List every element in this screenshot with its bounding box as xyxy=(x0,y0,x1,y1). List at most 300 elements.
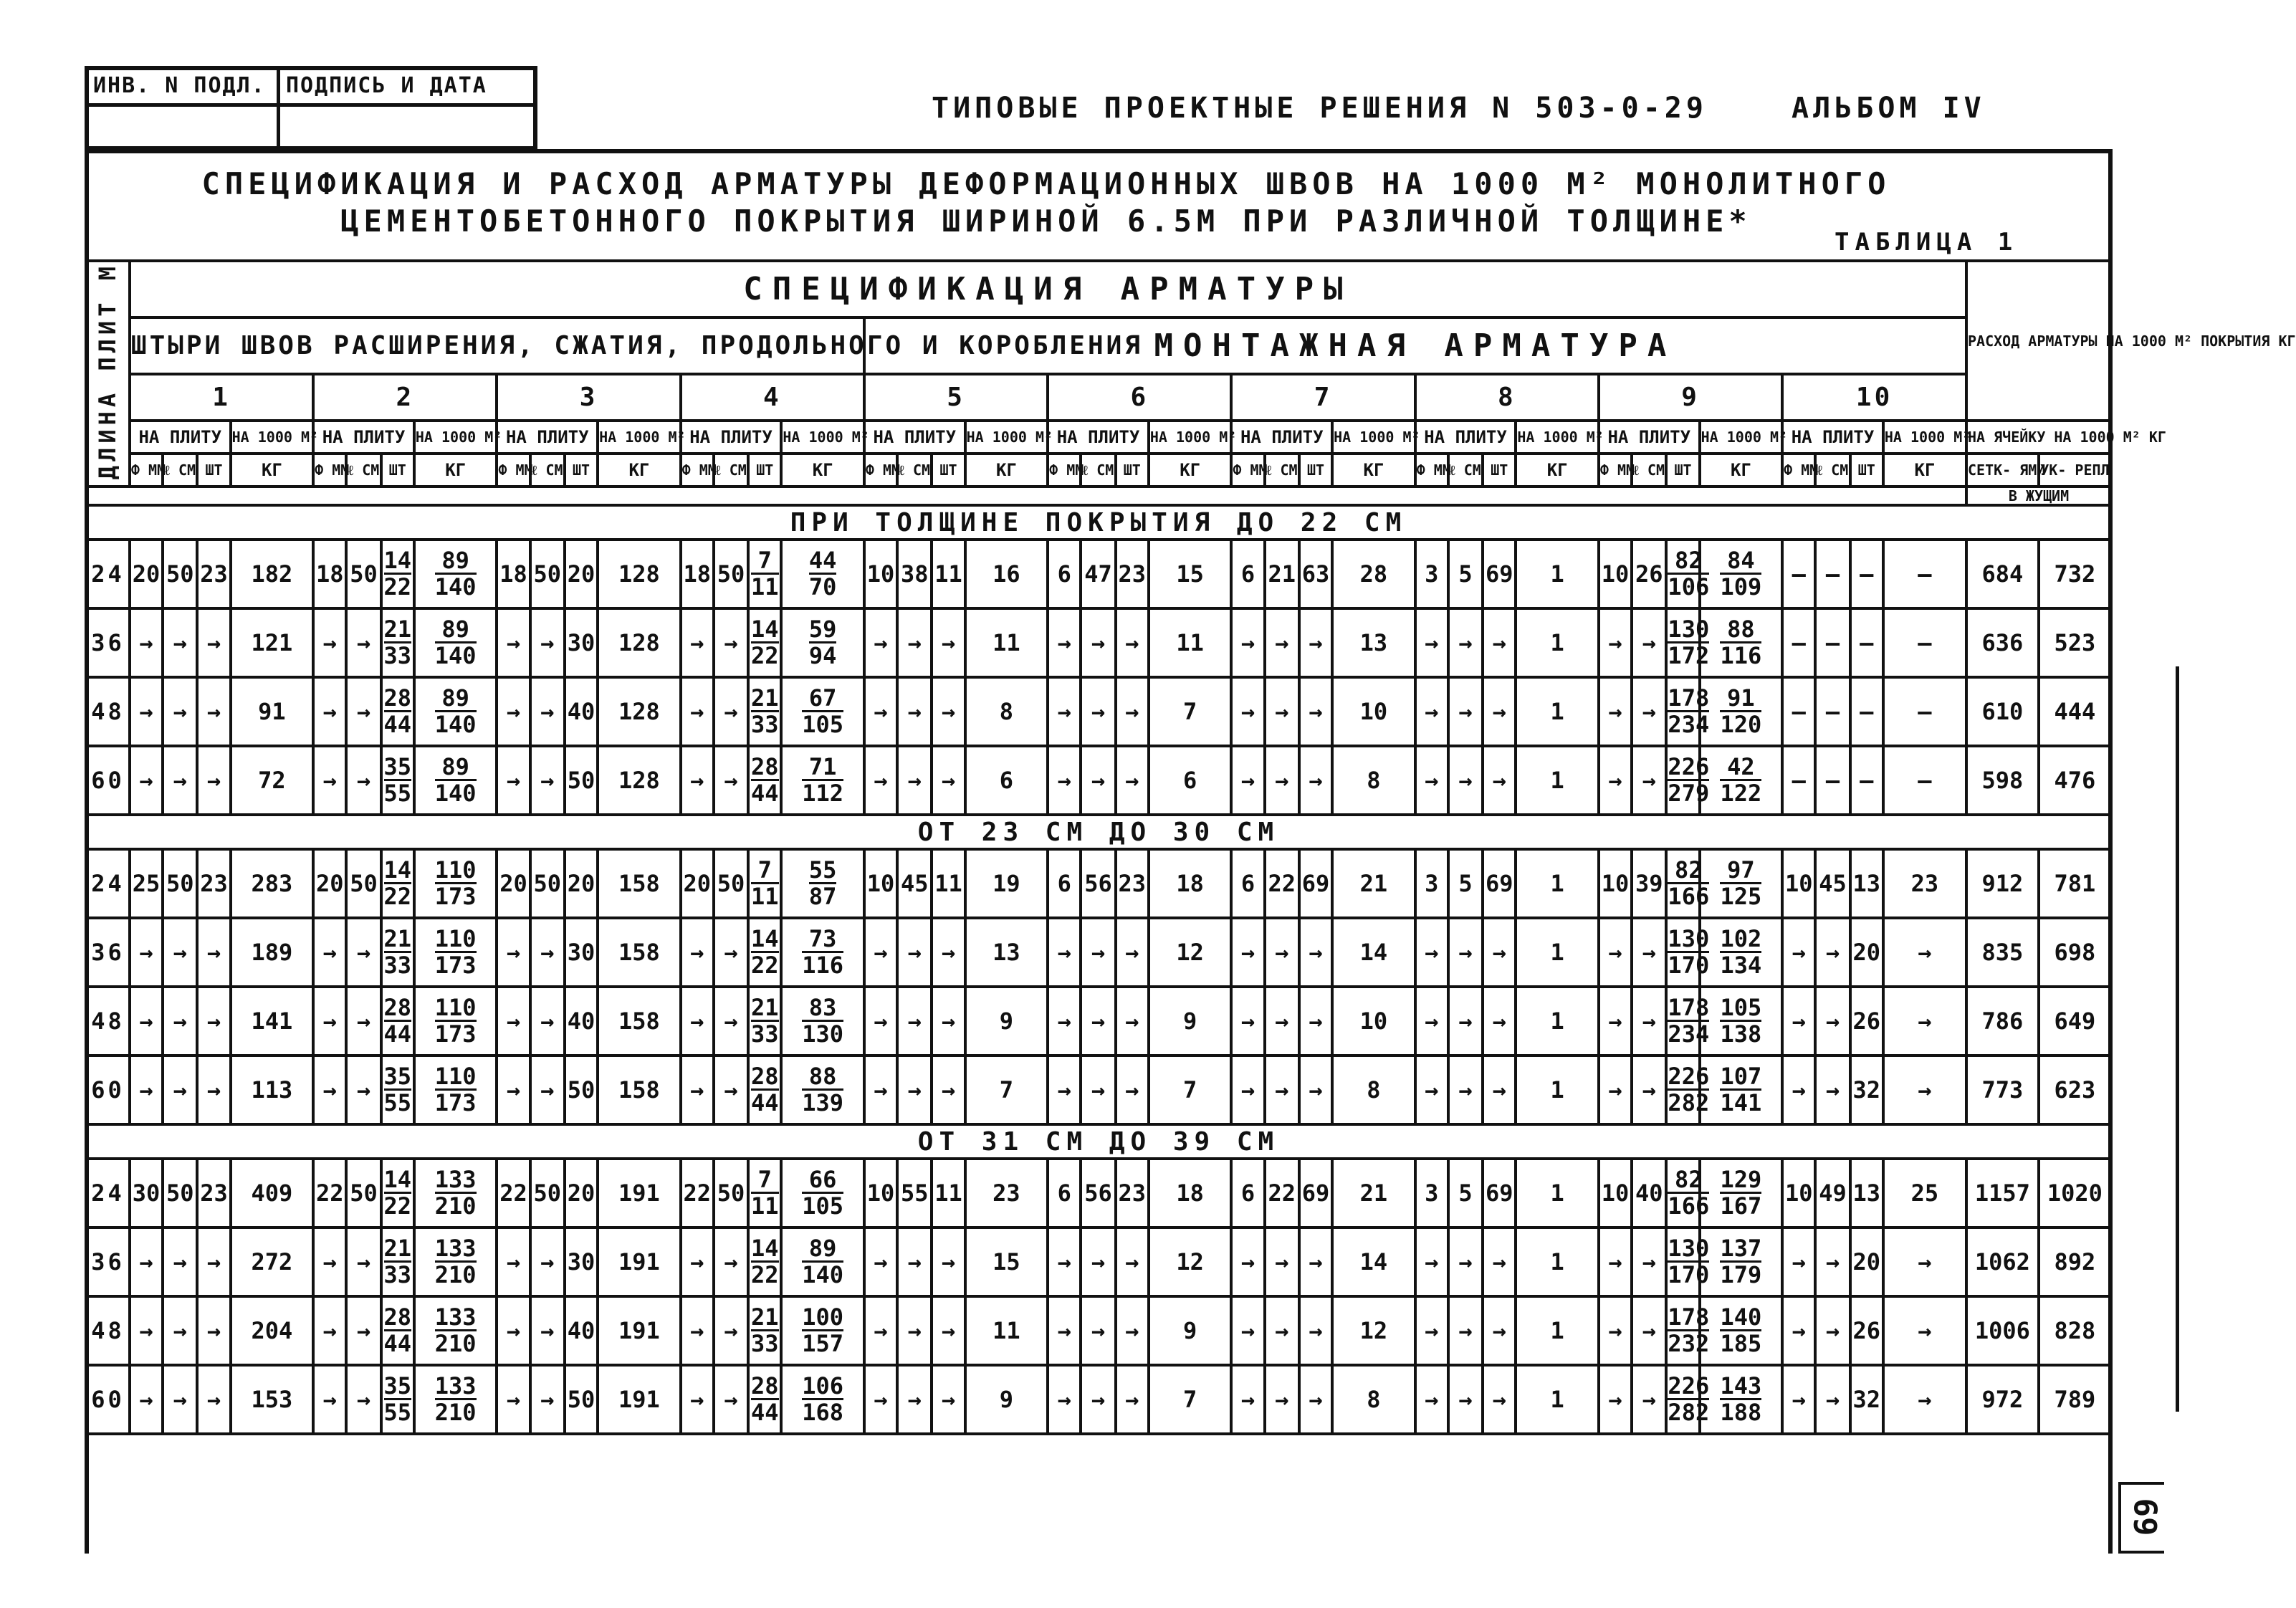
cell-value: → xyxy=(173,1008,187,1035)
fraction-denominator: 120 xyxy=(1720,710,1762,738)
cell-value: → xyxy=(1608,698,1622,726)
fraction-denominator: 157 xyxy=(802,1329,844,1357)
cell-value: 128 xyxy=(618,698,660,726)
table-cell xyxy=(781,1227,864,1296)
cell-value: → xyxy=(1091,1248,1106,1276)
table-cell xyxy=(313,746,346,815)
table-cell xyxy=(1483,1365,1516,1434)
table-cell xyxy=(1483,608,1516,677)
unit-kg: КГ xyxy=(1516,454,1599,487)
cell-value: → xyxy=(1642,939,1656,967)
unit-kg: КГ xyxy=(231,454,314,487)
table-cell xyxy=(313,1227,346,1296)
table-cell xyxy=(1599,746,1632,815)
table-cell xyxy=(1700,1227,1783,1296)
table-cell xyxy=(1632,677,1666,746)
cell-value: 16 xyxy=(992,560,1020,588)
fraction-numerator: 67 xyxy=(802,686,843,712)
table-cell xyxy=(1415,1159,1448,1227)
table-cell xyxy=(1966,918,2039,987)
table-cell xyxy=(965,1365,1048,1434)
fraction-numerator: 83 xyxy=(802,995,843,1022)
table-cell xyxy=(714,677,748,746)
table-cell xyxy=(965,1159,1048,1227)
table-cell xyxy=(714,1159,748,1227)
fraction-numerator: 35 xyxy=(383,752,412,780)
cell-value: 50 xyxy=(533,1179,562,1207)
cell-value: → xyxy=(1492,698,1506,726)
table-cell xyxy=(1782,918,1815,987)
cell-value: → xyxy=(690,1386,704,1414)
cell-value: → xyxy=(690,1076,704,1104)
table-cell xyxy=(197,1227,230,1296)
table-cell xyxy=(1415,918,1448,987)
cell-value: 25 xyxy=(132,870,161,898)
table-cell xyxy=(163,918,197,987)
table-cell xyxy=(414,608,497,677)
table-cell xyxy=(414,918,497,987)
cell-value: 10 xyxy=(1784,870,1813,898)
cell-value: → xyxy=(1125,1386,1139,1414)
cell-value: 13 xyxy=(1359,629,1388,657)
table-cell xyxy=(1599,1227,1632,1296)
table-cell xyxy=(497,1159,530,1227)
table-cell xyxy=(530,849,565,918)
cell-value: → xyxy=(1825,1317,1840,1345)
cell-value: → xyxy=(941,767,956,795)
table-cell xyxy=(1415,677,1448,746)
cell-value: → xyxy=(356,767,371,795)
cell-value: → xyxy=(356,1386,371,1414)
cell-value: → xyxy=(139,1317,153,1345)
table-cell xyxy=(313,608,346,677)
cell-value: 18 xyxy=(315,560,344,588)
table-cell xyxy=(1299,746,1332,815)
cell-value: 50 xyxy=(567,767,595,795)
cell-value: 26 xyxy=(1852,1317,1881,1345)
table-cell xyxy=(231,1296,314,1365)
cell-value: 30 xyxy=(567,939,595,967)
fraction-value xyxy=(751,686,779,737)
unit-length: ℓ СМ xyxy=(163,454,197,487)
fraction-value xyxy=(1668,1064,1709,1115)
cell-value: → xyxy=(1091,767,1106,795)
cell-value: 30 xyxy=(567,629,595,657)
table-cell xyxy=(313,1056,346,1124)
cell-value: → xyxy=(322,629,337,657)
group-number: 3 xyxy=(497,374,680,421)
fraction-numerator: 14 xyxy=(751,924,779,952)
table-row xyxy=(86,540,2111,608)
cell-value: 26 xyxy=(1852,1008,1881,1035)
table-cell xyxy=(313,918,346,987)
cell-value: → xyxy=(1309,1317,1323,1345)
table-row xyxy=(86,1227,2111,1296)
cell-value: 12 xyxy=(1176,939,1204,967)
fraction-numerator: 106 xyxy=(802,1372,844,1399)
cell-value: 23 xyxy=(992,1179,1020,1207)
page-number-box xyxy=(2118,1482,2164,1554)
cell-value: → xyxy=(356,1008,371,1035)
table-cell xyxy=(1048,1296,1081,1365)
group-number: 7 xyxy=(1231,374,1415,421)
cell-value: → xyxy=(356,1076,371,1104)
table-cell xyxy=(1483,849,1516,918)
cell-value: 50 xyxy=(350,870,378,898)
table-cell xyxy=(163,1365,197,1434)
cell-value: 22 xyxy=(1268,870,1296,898)
table-cell xyxy=(231,1159,314,1227)
fraction-denominator: 141 xyxy=(1720,1088,1762,1116)
cell-value: → xyxy=(1240,1248,1255,1276)
table-cell xyxy=(1265,849,1299,918)
table-cell xyxy=(1048,918,1081,987)
table-cell xyxy=(1782,1296,1815,1365)
table-cell xyxy=(1081,918,1115,987)
table-cell xyxy=(497,987,530,1056)
thickness-section-header: ОТ 23 СМ ДО 30 СМ xyxy=(86,815,2111,849)
table-cell xyxy=(1883,746,1966,815)
fraction-denominator: 22 xyxy=(383,1192,412,1220)
table-cell xyxy=(1116,987,1149,1056)
series-title: ТИПОВЫЕ ПРОЕКТНЫЕ РЕШЕНИЯ N 503-0-29 xyxy=(932,92,1708,125)
fraction-numerator: 21 xyxy=(751,993,779,1021)
cell-value: → xyxy=(173,1076,187,1104)
table-cell xyxy=(1448,1227,1483,1296)
cell-value: → xyxy=(941,1076,956,1104)
table-cell xyxy=(231,987,314,1056)
cell-value: 1157 xyxy=(1974,1179,2030,1207)
fraction-numerator: 130 xyxy=(1668,1234,1710,1262)
fraction-numerator: 28 xyxy=(751,1372,779,1399)
table-cell xyxy=(748,746,781,815)
per-1000-header: НА 1000 М² xyxy=(1883,421,1966,454)
cell-value: → xyxy=(1608,1386,1622,1414)
table-cell xyxy=(197,1159,230,1227)
per-slab-header: НА ПЛИТУ xyxy=(1599,421,1700,454)
fraction-denominator: 139 xyxy=(802,1088,844,1116)
fraction-denominator: 232 xyxy=(1668,1329,1710,1357)
table-cell xyxy=(1815,608,1850,677)
cell-value: → xyxy=(1275,1248,1289,1276)
fraction-denominator: 112 xyxy=(802,779,844,807)
table-cell xyxy=(1599,1296,1632,1365)
cell-value: 912 xyxy=(1981,870,2024,898)
table-cell xyxy=(1415,540,1448,608)
fraction-value xyxy=(435,1305,477,1356)
slab-length-cell: 24 xyxy=(86,540,130,608)
cell-value: → xyxy=(1458,1317,1473,1345)
fraction-denominator: 22 xyxy=(383,882,412,910)
table-cell xyxy=(565,987,598,1056)
table-cell xyxy=(1782,1159,1815,1227)
cell-value: → xyxy=(1642,767,1656,795)
table-cell xyxy=(1782,849,1815,918)
table-cell xyxy=(381,1365,414,1434)
cell-value: → xyxy=(1125,1248,1139,1276)
unit-pieces: ШТ xyxy=(1116,454,1149,487)
table-cell xyxy=(598,608,681,677)
cell-value: → xyxy=(1458,698,1473,726)
fraction-denominator: 179 xyxy=(1720,1260,1762,1288)
table-cell xyxy=(1448,1159,1483,1227)
cell-value: 649 xyxy=(2054,1008,2096,1035)
table-cell xyxy=(1299,1227,1332,1296)
cell-value: → xyxy=(506,939,521,967)
fraction-denominator: 44 xyxy=(751,779,779,807)
fraction-value xyxy=(383,924,412,979)
fraction-value xyxy=(1668,858,1709,909)
cell-value: 7 xyxy=(1183,1076,1197,1104)
table-cell xyxy=(1815,746,1850,815)
cell-value: → xyxy=(1057,1076,1071,1104)
table-cell xyxy=(1516,1227,1599,1296)
cell-value: 9 xyxy=(999,1386,1014,1414)
cell-value: 191 xyxy=(618,1386,660,1414)
cell-value: → xyxy=(322,939,337,967)
cell-value: → xyxy=(173,767,187,795)
cell-value: 1 xyxy=(1550,1386,1564,1414)
table-cell xyxy=(1448,1056,1483,1124)
table-cell xyxy=(1666,746,1710,815)
cell-value: 10 xyxy=(1784,1179,1813,1207)
table-cell xyxy=(1081,1227,1115,1296)
table-cell xyxy=(1081,746,1115,815)
slab-length-cell: 48 xyxy=(86,677,130,746)
fraction-numerator: 7 xyxy=(751,858,779,884)
cell-value: 786 xyxy=(1981,1008,2024,1035)
table-cell xyxy=(1700,1159,1783,1227)
cell-value: → xyxy=(1492,1076,1506,1104)
cell-value: → xyxy=(1918,1317,1932,1345)
table-cell xyxy=(1048,608,1081,677)
cell-value: 22 xyxy=(315,1179,344,1207)
cell-value: 50 xyxy=(166,870,194,898)
cell-value: → xyxy=(1792,1386,1806,1414)
table-cell xyxy=(1081,849,1115,918)
fraction-numerator: 91 xyxy=(1720,686,1761,712)
fraction-value xyxy=(384,617,412,668)
fraction-value xyxy=(809,617,837,668)
cell-value: 50 xyxy=(166,560,194,588)
table-cell xyxy=(1415,1227,1448,1296)
table-cell xyxy=(414,1056,497,1124)
cell-value: – xyxy=(1792,767,1806,795)
fraction-denominator: 167 xyxy=(1720,1192,1762,1220)
cell-value: 9 xyxy=(1183,1317,1197,1345)
table-cell xyxy=(1700,918,1783,987)
table-cell xyxy=(1448,849,1483,918)
cell-value: 8 xyxy=(1367,1386,1381,1414)
cell-value: → xyxy=(540,939,555,967)
table-cell xyxy=(1265,746,1299,815)
cell-value: → xyxy=(907,1248,922,1276)
fraction-denominator: 170 xyxy=(1668,951,1710,979)
table-cell xyxy=(781,677,864,746)
table-cell xyxy=(130,918,163,987)
cell-value: → xyxy=(1057,698,1071,726)
fraction-denominator: 94 xyxy=(808,641,837,669)
cell-value: 23 xyxy=(1118,870,1147,898)
cell-value: → xyxy=(690,1317,704,1345)
fraction-denominator: 140 xyxy=(434,641,477,669)
fraction-denominator: 22 xyxy=(751,951,779,979)
fraction-denominator: 125 xyxy=(1720,882,1762,910)
fraction-denominator: 44 xyxy=(383,1329,412,1357)
fraction-denominator: 109 xyxy=(1720,573,1762,600)
fraction-numerator: 7 xyxy=(751,1167,779,1194)
fraction-value xyxy=(384,995,412,1046)
per-slab-header: НА ПЛИТУ xyxy=(497,421,598,454)
table-cell xyxy=(197,746,230,815)
table-cell xyxy=(1231,918,1264,987)
table-cell xyxy=(1782,677,1815,746)
table-cell xyxy=(1231,987,1264,1056)
cell-value: 19 xyxy=(992,870,1020,898)
table-cell xyxy=(163,608,197,677)
fraction-numerator: 110 xyxy=(434,993,477,1021)
table-cell xyxy=(1516,608,1599,677)
cell-value: 476 xyxy=(2054,767,2096,795)
table-cell xyxy=(1299,1365,1332,1434)
table-cell xyxy=(163,987,197,1056)
cell-value: → xyxy=(941,1008,956,1035)
fraction-value xyxy=(1668,548,1709,599)
table-cell xyxy=(163,849,197,918)
cell-value: → xyxy=(506,767,521,795)
fraction-value xyxy=(1668,924,1710,979)
cell-value: 3 xyxy=(1425,870,1439,898)
unit-diameter: Ф ММ xyxy=(313,454,346,487)
table-cell xyxy=(1231,849,1264,918)
table-cell xyxy=(1700,1365,1783,1434)
cell-value: → xyxy=(540,1008,555,1035)
fraction-value xyxy=(751,924,779,979)
table-cell xyxy=(1815,1227,1850,1296)
cell-value: → xyxy=(1240,1386,1255,1414)
table-cell xyxy=(2039,608,2111,677)
cell-value: → xyxy=(1091,698,1106,726)
cell-value: → xyxy=(322,1008,337,1035)
document-title-line1: СПЕЦИФИКАЦИЯ И РАСХОД АРМАТУРЫ ДЕФОРМАЦИОННЫХ ШВОВ НА 1000 М² МОНОЛИТНОГО xyxy=(201,166,1891,201)
table-cell xyxy=(2039,1227,2111,1296)
cell-value: 1 xyxy=(1550,1008,1564,1035)
per-1000-header: НА 1000 М² xyxy=(1516,421,1599,454)
cell-value: → xyxy=(724,939,738,967)
table-cell xyxy=(1850,1365,1883,1434)
table-cell xyxy=(1966,1159,2039,1227)
table-cell xyxy=(748,1159,781,1227)
cell-value: 121 xyxy=(251,629,293,657)
table-cell xyxy=(932,1365,965,1434)
fraction-numerator: 14 xyxy=(383,1165,412,1193)
table-cell xyxy=(1332,849,1415,918)
table-cell xyxy=(1700,1296,1783,1365)
table-cell xyxy=(598,1296,681,1365)
table-cell xyxy=(1265,1056,1299,1124)
table-cell xyxy=(1700,1056,1783,1124)
cell-value: 20 xyxy=(567,870,595,898)
cell-value: → xyxy=(941,1386,956,1414)
fraction-numerator: 14 xyxy=(751,1234,779,1262)
table-cell xyxy=(497,608,530,677)
table-cell xyxy=(231,608,314,677)
table-cell xyxy=(897,1159,932,1227)
group-number: 1 xyxy=(130,374,313,421)
cell-value: 22 xyxy=(499,1179,527,1207)
table-cell xyxy=(864,677,897,746)
cell-value: → xyxy=(1608,1317,1622,1345)
cell-value: → xyxy=(690,1008,704,1035)
table-cell xyxy=(932,918,965,987)
cell-value: 10 xyxy=(866,560,895,588)
table-cell xyxy=(781,1159,864,1227)
cell-value: 55 xyxy=(901,1179,929,1207)
table-cell xyxy=(1516,849,1599,918)
table-cell xyxy=(864,987,897,1056)
cell-value: 892 xyxy=(2054,1248,2096,1276)
table-cell xyxy=(598,1227,681,1296)
table-cell xyxy=(897,1056,932,1124)
cell-value: → xyxy=(1425,1386,1439,1414)
table-cell xyxy=(414,849,497,918)
fraction-denominator: 106 xyxy=(1668,573,1710,600)
table-cell xyxy=(1299,540,1332,608)
fraction-numerator: 178 xyxy=(1668,993,1710,1021)
cell-value: → xyxy=(1608,1248,1622,1276)
table-cell xyxy=(965,1056,1048,1124)
table-cell xyxy=(1265,1296,1299,1365)
table-cell xyxy=(1231,1296,1264,1365)
table-cell xyxy=(932,540,965,608)
cell-value: 21 xyxy=(1359,1179,1388,1207)
fraction-value xyxy=(751,617,779,668)
table-cell xyxy=(2039,987,2111,1056)
table-cell xyxy=(681,987,714,1056)
table-cell xyxy=(1149,1159,1232,1227)
table-cell xyxy=(1149,746,1232,815)
cell-value: → xyxy=(874,629,888,657)
unit-diameter: Ф ММ xyxy=(864,454,897,487)
fraction-value xyxy=(1720,858,1761,909)
cell-value: 40 xyxy=(567,1317,595,1345)
cell-value: 789 xyxy=(2054,1386,2096,1414)
table-cell xyxy=(313,1365,346,1434)
table-cell xyxy=(598,1159,681,1227)
cell-value: → xyxy=(1057,1248,1071,1276)
cell-value: 1 xyxy=(1550,870,1564,898)
table-cell xyxy=(1883,1056,1966,1124)
cell-value: → xyxy=(1918,1076,1932,1104)
per-slab-header: НА ПЛИТУ xyxy=(1782,421,1883,454)
table-cell xyxy=(1483,1056,1516,1124)
unit-kg: КГ xyxy=(1883,454,1966,487)
fraction-numerator: 102 xyxy=(1720,924,1762,952)
cell-value: 684 xyxy=(1981,560,2024,588)
table-cell xyxy=(1231,1056,1264,1124)
table-cell xyxy=(1599,987,1632,1056)
table-cell xyxy=(414,677,497,746)
table-row xyxy=(86,1296,2111,1365)
unit-kg: КГ xyxy=(414,454,497,487)
fraction-value xyxy=(1720,1305,1761,1356)
cell-value: 835 xyxy=(1981,939,2024,967)
cell-value: → xyxy=(1240,698,1255,726)
fraction-value xyxy=(802,1305,843,1356)
fraction-value xyxy=(751,1064,779,1115)
fraction-denominator: 210 xyxy=(434,1329,477,1357)
cell-value: 18 xyxy=(1176,870,1204,898)
